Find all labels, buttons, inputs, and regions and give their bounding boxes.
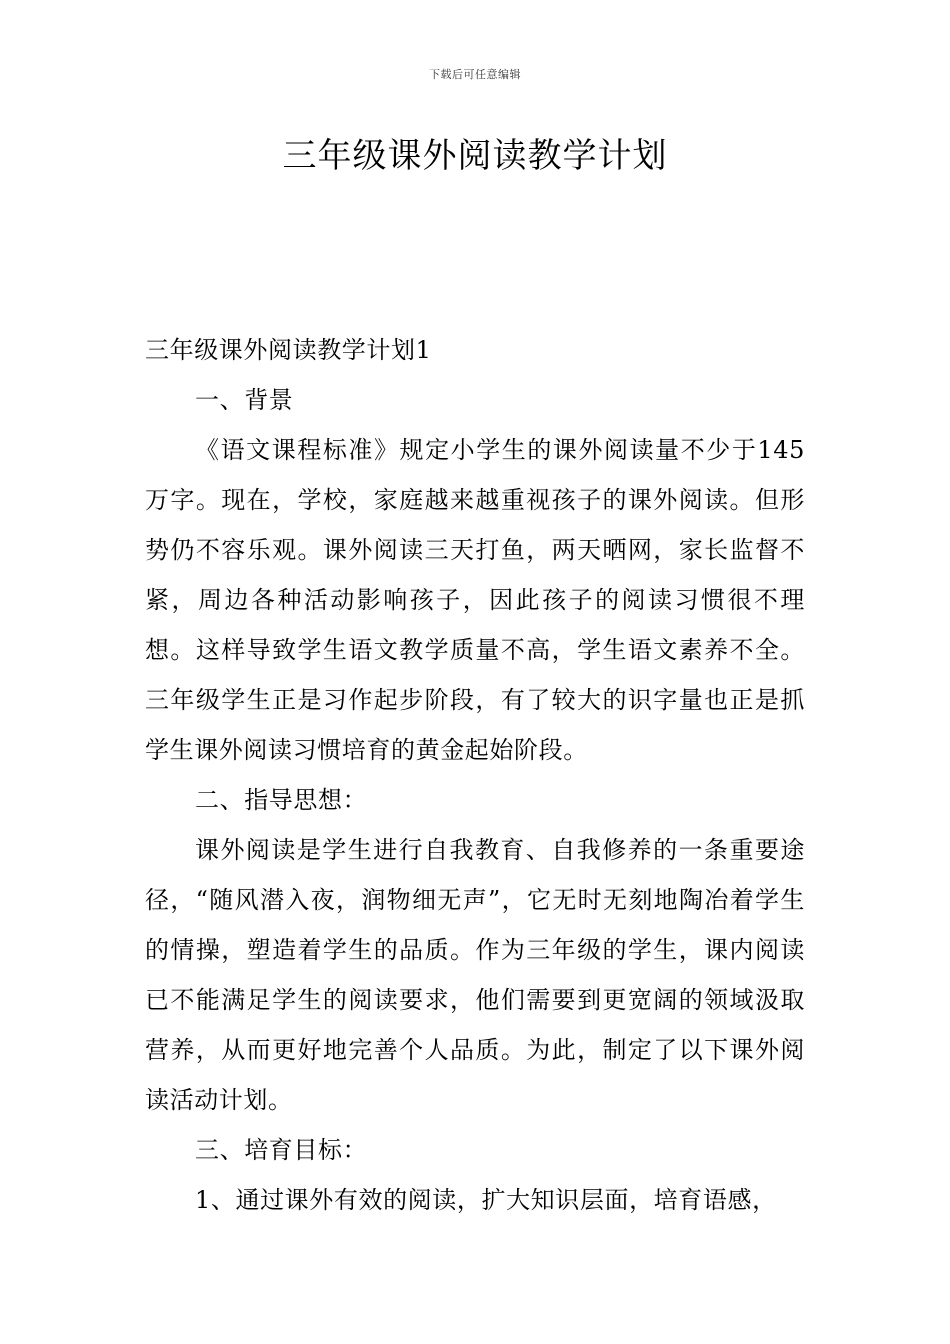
paragraph-goal-1: 1、通过课外有效的阅读，扩大知识层面，培育语感， (195, 1186, 777, 1214)
paragraph-background: 《语文课程标准》规定小学生的课外阅读量不少于145万字。现在，学校，家庭越来越重视孩子的课外阅读。但形势仍不容乐观。课外阅读三天打鱼，两天晒网，家长监督不紧，周边各种活动影响孩子，因此孩子的阅读习惯很不理想。这样导致学生语文教学质量不高，学生语文素养不全。三年级学生正是习作起步阶段，有了较大的识字量也正是抓学生课外阅读习惯培育的黄金起始阶段。 (145, 436, 805, 764)
section-title: 三年级课外阅读教学计划1 (145, 336, 432, 364)
header-note: 下载后可任意编辑 (429, 68, 521, 81)
heading-background: 一、背景 (195, 386, 294, 414)
document-title: 三年级课外阅读教学计划 (282, 136, 668, 176)
heading-training-goals: 三、培育目标： (195, 1136, 368, 1164)
document-body (145, 325, 805, 1225)
paragraph-guiding-thought: 课外阅读是学生进行自我教育、自我修养的一条重要途径，“随风潜入夜，润物细无声”，它无时无刻地陶冶着学生的情操，塑造着学生的品质。作为三年级的学生，课内阅读已不能满足学生的阅读要求，他们需要到更宽阔的领域汲取营养，从而更好地完善个人品质。为此，制定了以下课外阅读活动计划。 (145, 836, 805, 1114)
heading-guiding-thought: 二、指导思想： (195, 786, 368, 814)
